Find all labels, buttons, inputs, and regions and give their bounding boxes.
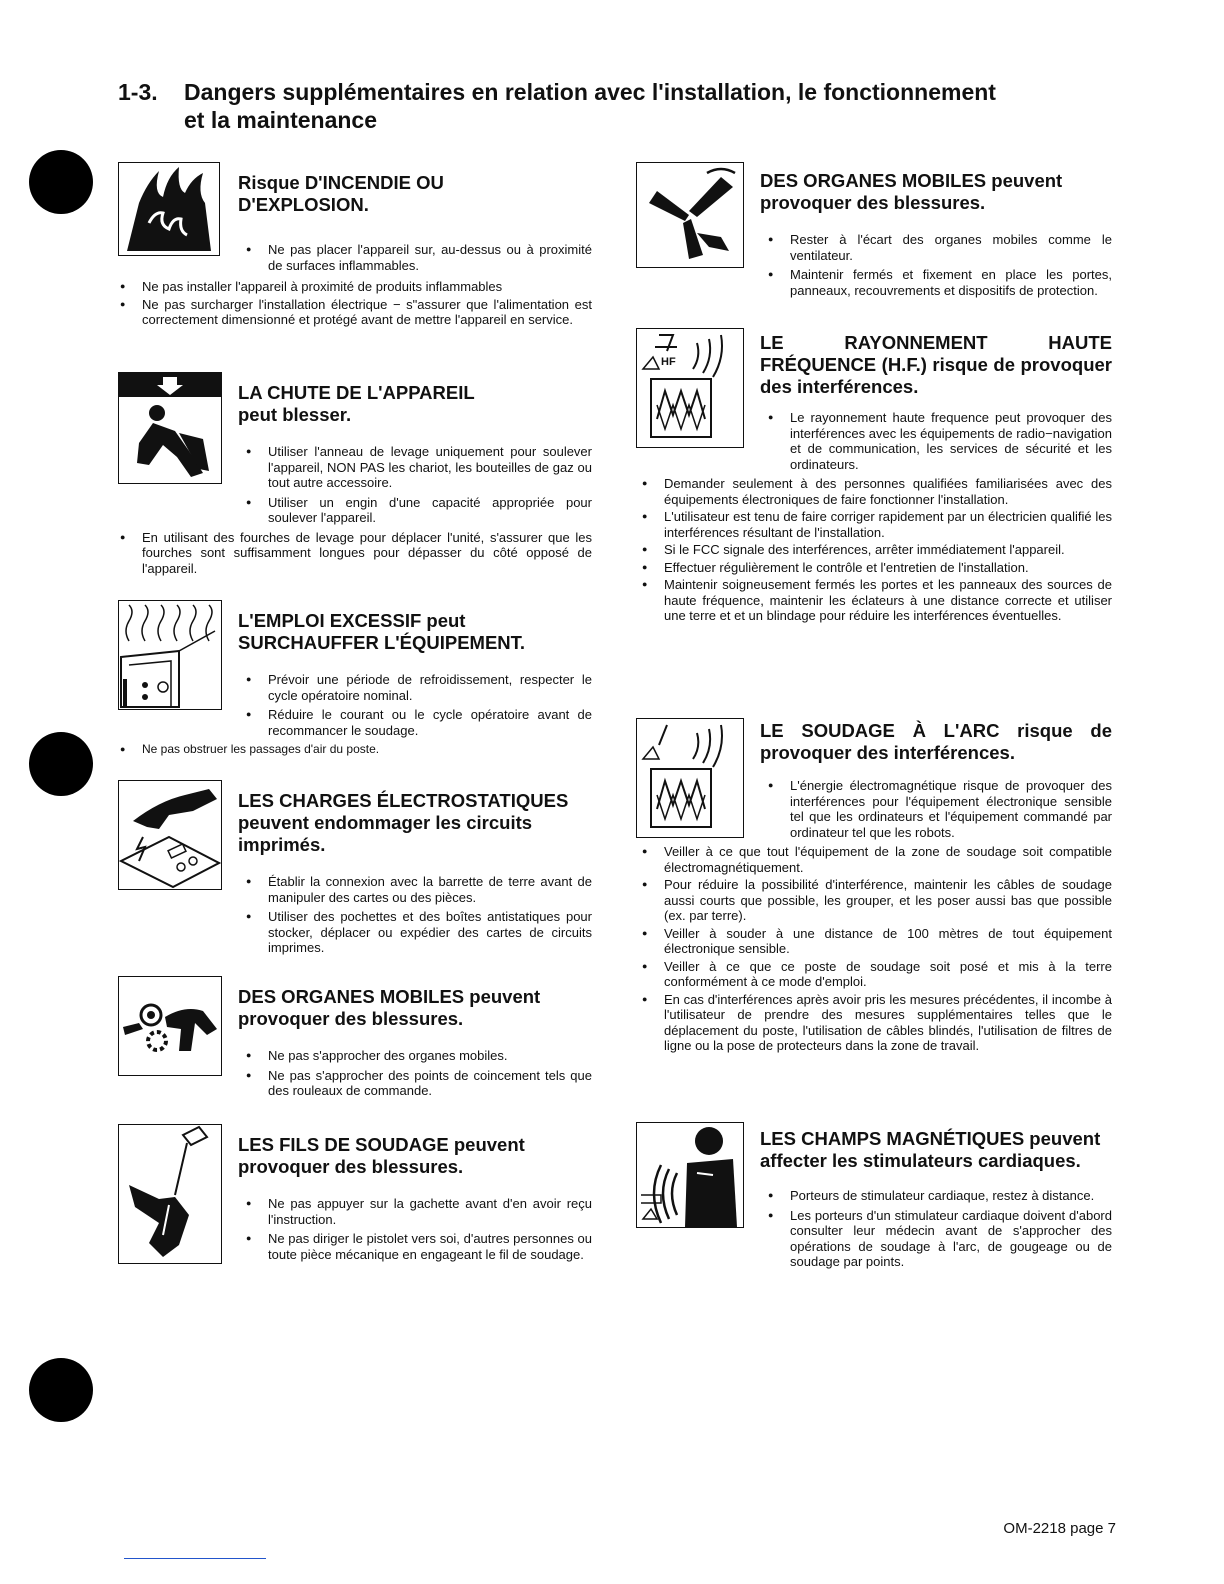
hf-title: LE RAYONNEMENT HAUTE FRÉQUENCE (H.F.) risque de provoquer des interférences. (760, 332, 1112, 397)
list-item: ● Utiliser des pochettes et des boîtes antistatiques pour stocker, déplacer ou expédier des cartes de circuits imprimes. (238, 909, 592, 956)
fan-blade-icon (636, 162, 744, 268)
overheating-icon (118, 600, 222, 710)
static-title: LES CHARGES ÉLECTROSTATIQUES peuvent endommager les circuits imprimés. (238, 790, 569, 855)
welding-wire-title: LES FILS DE SOUDAGE peuvent provoquer des blessures. (238, 1134, 525, 1177)
fan-title: DES ORGANES MOBILES peuvent provoquer des blessures. (760, 170, 1063, 213)
list-item: ● Maintenir soigneusement fermés les portes et les panneaux des sources de haute fréquence, maintenir les éclateurs à une distance correcte et utiliser une terre et et un blindage pour réduire les interférences éventuelles. (642, 577, 1112, 624)
hazard-falling-equipment (118, 372, 592, 600)
hf-icon-label: HF (661, 356, 676, 368)
list-item: ● Réduire le courant ou le cycle opératoire avant de recommancer le soudage. (238, 707, 592, 738)
punch-hole-top (29, 150, 93, 214)
list-item: ● L'utilisateur est tenu de faire corriger rapidement par un électricien qualifié les interférences résultant de l'installation. (642, 509, 1112, 540)
hazard-magnetic-fields (636, 1122, 1112, 1270)
moving-parts-icon (118, 976, 222, 1076)
list-item: ● Utiliser un engin d'une capacité appropriée pour soulever l'appareil. (238, 495, 592, 526)
hazard-hf-radiation (636, 328, 1112, 718)
hazard-overheating (118, 600, 592, 780)
right-column (636, 162, 1112, 1274)
list-item: ● Veiller à ce que tout l'équipement de la zone de soudage soit compatible électromagnétiquement. (642, 844, 1112, 875)
list-item: ● Établir la connexion avec la barrette de terre avant de manipuler des cartes ou des pièces. (238, 874, 592, 905)
list-item: ● Si le FCC signale des interférences, arrêter immédiatement l'appareil. (642, 542, 1112, 558)
list-item: ● Ne pas installer l'appareil à proximité de produits inflammables (120, 279, 592, 295)
section-number: 1-3. (118, 79, 158, 105)
list-item: ● Rester à l'écart des organes mobiles comme le ventilateur. (760, 232, 1112, 263)
list-item: ● Ne pas appuyer sur la gachette avant d'en avoir reçu l'instruction. (238, 1196, 592, 1227)
arc-interference-icon (636, 718, 744, 838)
section-heading (118, 78, 1078, 134)
punch-hole-bottom (29, 1358, 93, 1422)
list-item: ● Ne pas obstruer les passages d'air du poste. (120, 742, 592, 758)
list-item: ● Ne pas placer l'appareil sur, au-dessus ou à proximité de surfaces inflammables. (238, 242, 592, 273)
footer-rule (124, 1558, 266, 1559)
punch-hole-middle (29, 732, 93, 796)
list-item: ● Pour réduire la possibilité d'interférence, maintenir les câbles de soudage aussi courts que possible, les grouper, et les poser aussi bas que possible (ex. par terre). (642, 877, 1112, 924)
list-item: ● L'énergie électromagnétique risque de provoquer des interférences pour l'équipement électronique sensible tel que les ordinateurs et l'équipement commandé par ordinateur tel que les robots. (760, 778, 1112, 840)
list-item: ● Effectuer régulièrement le contrôle et l'entretien de l'installation. (642, 560, 1112, 576)
heading-line-2: et la maintenance (184, 107, 378, 133)
welding-wire-icon (118, 1124, 222, 1264)
falling-title: LA CHUTE DE L'APPAREIL peut blesser. (238, 382, 475, 425)
list-item: ● Le rayonnement haute frequence peut provoquer des interférences avec les équipements de radio−navigation et de communication, les services de sécurité et les ordinateurs. (760, 410, 1112, 472)
list-item: ● Porteurs de stimulateur cardiaque, restez à distance. (760, 1188, 1112, 1204)
static-discharge-icon (118, 780, 222, 890)
magnetic-title: LES CHAMPS MAGNÉTIQUES peuvent affecter les stimulateurs cardiaques. (760, 1128, 1101, 1171)
fire-title: Risque D'INCENDIE OU D'EXPLOSION. (238, 172, 444, 215)
list-item: ● Utiliser l'anneau de levage uniquement pour soulever l'appareil, NON PAS les chariot, les bouteilles de gaz ou tout autre accessoire. (238, 444, 592, 491)
pacemaker-icon (636, 1122, 744, 1228)
list-item: ● Maintenir fermés et fixement en place les portes, panneaux, recouvrements et dispositifs de protection. (760, 267, 1112, 298)
list-item: ● Les porteurs d'un stimulateur cardiaque doivent d'abord consulter leur médecin avant de s'approcher des opérations de soudage à l'arc, de gougeage ou de soudage par points. (760, 1208, 1112, 1270)
moving-parts-title: DES ORGANES MOBILES peuvent provoquer des blessures. (238, 986, 541, 1029)
list-item: ● Prévoir une période de refroidissement, respecter le cycle opératoire nominal. (238, 672, 592, 703)
heading-line-1: Dangers supplémentaires en relation avec l'installation, le fonctionnement (184, 79, 996, 105)
list-item: ● Veiller à ce que ce poste de soudage soit posé et mis à la terre conformément à ce mode d'emploi. (642, 959, 1112, 990)
hazard-fire (118, 162, 592, 372)
falling-person-icon (118, 372, 222, 484)
list-item: ● En utilisant des fourches de levage pour déplacer l'unité, s'assurer que les fourches sont suffisamment longues pour dépasser du côté opposé de l'appareil. (120, 530, 592, 577)
left-column (118, 162, 592, 1266)
page-footer: OM-2218 page 7 (1003, 1520, 1116, 1537)
list-item: ● Ne pas s'approcher des organes mobiles. (238, 1048, 592, 1064)
list-item: ● Veiller à souder à une distance de 100 mètres de tout équipement électronique sensible. (642, 926, 1112, 957)
hf-radiation-icon (636, 328, 744, 448)
fire-icon (118, 162, 220, 256)
hazard-static (118, 780, 592, 976)
list-item: ● Ne pas s'approcher des points de coincement tels que des rouleaux de commande. (238, 1068, 592, 1099)
list-item: ● Ne pas surcharger l'installation électrique − s"assurer que l'alimentation est correctement dimensionné et protégé avant de mettre l'appareil en service. (120, 297, 592, 328)
hazard-moving-parts (118, 976, 592, 1124)
hazard-arc-interference (636, 718, 1112, 1122)
list-item: ● Ne pas diriger le pistolet vers soi, d'autres personnes ou toute pièce mécanique en engageant le fil de soudage. (238, 1231, 592, 1262)
hazard-moving-parts-fan (636, 162, 1112, 328)
hazard-welding-wire (118, 1124, 592, 1262)
list-item: ● En cas d'interférences après avoir pris les mesures précédentes, il incombe à l'utilisateur de prendre des mesures supplémentaires telles que le déplacement du poste, l'utilisation de câbles blindés, l'utilisation de filtres de ligne ou la pose de protecteurs dans la zone de travail. (642, 992, 1112, 1054)
overheating-title: L'EMPLOI EXCESSIF peut SURCHAUFFER L'ÉQUIPEMENT. (238, 610, 526, 653)
arc-interference-title: LE SOUDAGE À L'ARC risque de provoquer des interférences. (760, 720, 1112, 763)
list-item: ● Demander seulement à des personnes qualifiées familiarisées avec des équipements électroniques de faire fonctionner l'installation. (642, 476, 1112, 507)
